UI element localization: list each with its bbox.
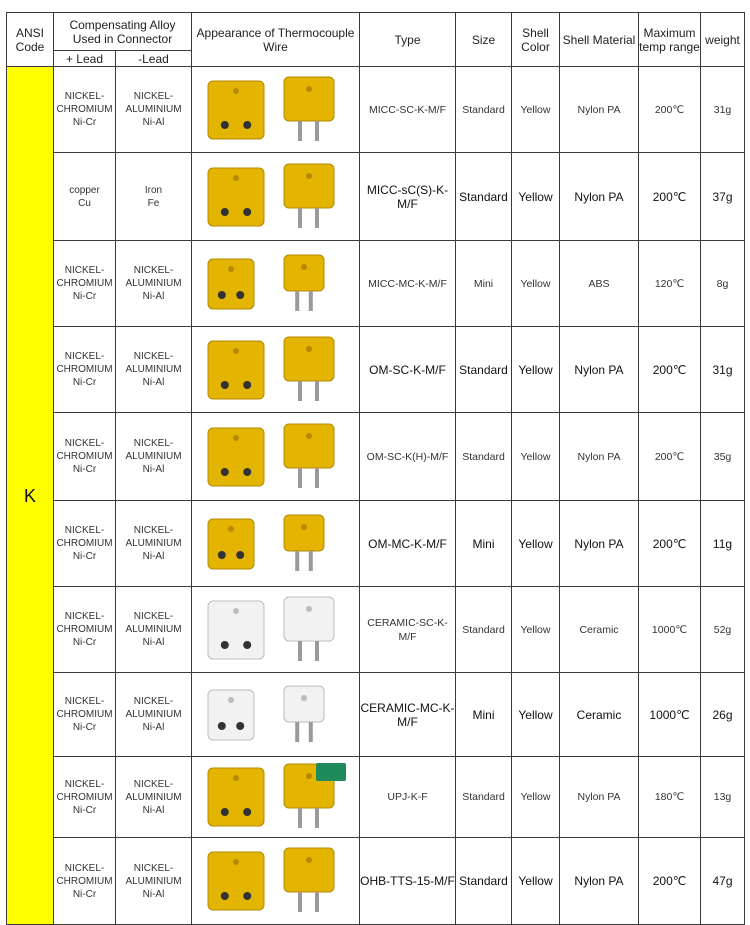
minus-lead-line: Iron [144,184,163,196]
shell-color-cell: Yellow [512,757,560,838]
header-plus-lead: + Lead [54,51,116,67]
size-cell: Standard [456,67,512,153]
minus-lead-line: ALUMINIUM [125,104,182,115]
type-cell: OM-SC-K(H)-M/F [360,413,456,501]
shell-material-cell: Nylon PA [560,67,639,153]
connector-image [192,244,359,324]
plus-lead-line: CHROMIUM [56,104,113,115]
minus-lead-line: ALUMINIUM [125,451,182,462]
connector-image-cell [192,153,360,241]
header-ansi: ANSI Code [7,13,54,67]
max-temp-cell: 200℃ [639,413,701,501]
type-cell: MICC-sC(S)-K-M/F [360,153,456,241]
weight-cell: 8g [701,241,745,327]
minus-lead-line: Ni-Al [142,722,165,733]
plus-lead-line: CHROMIUM [56,709,113,720]
size-cell: Mini [456,501,512,587]
max-temp-cell: 1000℃ [639,587,701,673]
plus-lead-line: CHROMIUM [56,624,113,635]
connector-image [192,70,359,150]
minus-lead-line: NICKEL- [133,351,174,362]
plus-lead-cell [54,67,116,153]
plus-lead-line: NICKEL- [64,438,105,449]
shell-color-cell: Yellow [512,673,560,757]
connector-image [192,504,359,584]
plus-lead-line: NICKEL- [64,862,105,874]
connector-image-cell [192,501,360,587]
plus-lead-line: NICKEL- [64,778,105,790]
plus-lead-cell [54,327,116,413]
minus-lead-cell [116,587,192,673]
minus-lead-cell [116,673,192,757]
minus-lead-line: Ni-Al [142,291,165,302]
weight-cell: 47g [701,838,745,925]
minus-lead-line: ALUMINIUM [125,538,182,549]
table-row [7,501,745,587]
header-shell-color: Shell Color [512,13,560,67]
minus-lead-line: NICKEL- [133,91,174,102]
connector-image-cell [192,757,360,838]
plus-lead-line: Ni-Cr [72,637,97,648]
minus-lead-cell [116,67,192,153]
minus-lead-cell [116,501,192,587]
minus-lead-line: Ni-Al [142,804,165,816]
minus-lead-line: Ni-Al [142,637,165,648]
shell-color-cell: Yellow [512,327,560,413]
header-weight: weight [701,13,745,67]
minus-lead-line: Ni-Al [142,888,165,900]
minus-lead-cell [116,327,192,413]
table-row [7,413,745,501]
plus-lead-line: Ni-Cr [72,888,97,900]
minus-lead-line: NICKEL- [133,862,174,874]
size-cell: Standard [456,838,512,925]
table-row [7,241,745,327]
weight-cell: 26g [701,673,745,757]
plus-lead-line: Ni-Cr [72,117,97,128]
weight-cell: 52g [701,587,745,673]
weight-cell: 37g [701,153,745,241]
plus-lead-line: NICKEL- [64,91,105,102]
shell-material-cell: Ceramic [560,587,639,673]
header-type: Type [360,13,456,67]
max-temp-cell: 180℃ [639,757,701,838]
connector-image [192,157,359,237]
plus-lead-line: copper [69,184,100,196]
shell-material-cell: Nylon PA [560,838,639,925]
minus-lead-line: NICKEL- [133,696,174,707]
minus-lead-line: Ni-Al [142,117,165,128]
table-row [7,838,745,925]
minus-lead-line: ALUMINIUM [125,709,182,720]
plus-lead-line: Ni-Cr [72,464,97,475]
shell-color-cell: Yellow [512,241,560,327]
type-cell: CERAMIC-SC-K-M/F [360,587,456,673]
weight-cell: 31g [701,67,745,153]
weight-cell: 31g [701,327,745,413]
connector-image [192,675,359,755]
minus-lead-cell [116,153,192,241]
minus-lead-line: NICKEL- [133,438,174,449]
connector-image-cell [192,413,360,501]
plus-lead-line: NICKEL- [64,351,105,362]
shell-material-cell: Nylon PA [560,413,639,501]
plus-lead-line: Ni-Cr [72,722,97,733]
plus-lead-line: Ni-Cr [72,804,97,816]
shell-color-cell: Yellow [512,587,560,673]
shell-material-cell: Nylon PA [560,757,639,838]
max-temp-cell: 1000℃ [639,673,701,757]
plus-lead-cell [54,673,116,757]
connector-image-cell [192,838,360,925]
shell-color-cell: Yellow [512,67,560,153]
minus-lead-line: Ni-Al [142,551,165,562]
shell-material-cell: Nylon PA [560,501,639,587]
max-temp-cell: 200℃ [639,67,701,153]
plus-lead-line: CHROMIUM [56,278,113,289]
plus-lead-cell [54,587,116,673]
minus-lead-cell [116,241,192,327]
size-cell: Standard [456,413,512,501]
table-row [7,757,745,838]
plus-lead-cell [54,241,116,327]
minus-lead-line: ALUMINIUM [125,278,182,289]
header-alloy: Compensating Alloy Used in Connector [54,13,192,51]
connector-image [192,330,359,410]
weight-cell: 35g [701,413,745,501]
connector-image [192,417,359,497]
plus-lead-line: Ni-Cr [72,551,97,562]
plus-lead-line: NICKEL- [64,611,105,622]
plus-lead-cell [54,757,116,838]
size-cell: Standard [456,757,512,838]
connector-image-cell [192,241,360,327]
plus-lead-line: Cu [78,197,91,209]
minus-lead-line: ALUMINIUM [125,875,182,887]
shell-color-cell: Yellow [512,153,560,241]
connector-image-cell [192,673,360,757]
plus-lead-cell [54,153,116,241]
size-cell: Mini [456,241,512,327]
type-cell: CERAMIC-MC-K-M/F [360,673,456,757]
connector-image-cell [192,327,360,413]
minus-lead-line: ALUMINIUM [125,624,182,635]
plus-lead-cell [54,413,116,501]
plus-lead-line: NICKEL- [64,265,105,276]
size-cell: Standard [456,153,512,241]
table-row [7,67,745,153]
header-shell-material: Shell Material [560,13,639,67]
connector-image [192,757,359,837]
minus-lead-line: Ni-Al [142,464,165,475]
plus-lead-line: Ni-Cr [72,377,97,388]
plus-lead-line: CHROMIUM [56,791,113,803]
type-cell: OM-MC-K-M/F [360,501,456,587]
shell-material-cell: Nylon PA [560,327,639,413]
minus-lead-line: NICKEL- [133,525,174,536]
minus-lead-cell [116,413,192,501]
minus-lead-line: ALUMINIUM [125,364,182,375]
minus-lead-line: NICKEL- [133,611,174,622]
plus-lead-line: Ni-Cr [72,291,97,302]
header-minus-lead: -Lead [116,51,192,67]
header-size: Size [456,13,512,67]
max-temp-cell: 200℃ [639,153,701,241]
max-temp-cell: 200℃ [639,501,701,587]
size-cell: Standard [456,327,512,413]
shell-color-cell: Yellow [512,838,560,925]
max-temp-cell: 120℃ [639,241,701,327]
connector-image [192,590,359,670]
plus-lead-line: CHROMIUM [56,451,113,462]
max-temp-cell: 200℃ [639,838,701,925]
plus-lead-line: CHROMIUM [56,538,113,549]
max-temp-cell: 200℃ [639,327,701,413]
header-appearance: Appearance of Thermocouple Wire [192,13,360,67]
ansi-code-cell: K [7,67,54,925]
connector-image-cell [192,587,360,673]
shell-color-cell: Yellow [512,413,560,501]
spec-table [6,12,745,925]
type-cell: MICC-SC-K-M/F [360,67,456,153]
plus-lead-cell [54,838,116,925]
minus-lead-cell [116,757,192,838]
size-cell: Standard [456,587,512,673]
weight-cell: 13g [701,757,745,838]
type-cell: MICC-MC-K-M/F [360,241,456,327]
size-cell: Mini [456,673,512,757]
table-row [7,673,745,757]
table-row [7,587,745,673]
minus-lead-line: NICKEL- [133,265,174,276]
header-max-temp: Maximum temp range [639,13,701,67]
table-row [7,153,745,241]
minus-lead-cell [116,838,192,925]
shell-material-cell: ABS [560,241,639,327]
type-cell: OM-SC-K-M/F [360,327,456,413]
shell-material-cell: Nylon PA [560,153,639,241]
plus-lead-line: CHROMIUM [56,875,113,887]
connector-image [192,841,359,921]
shell-material-cell: Ceramic [560,673,639,757]
minus-lead-line: Fe [147,197,160,209]
plus-lead-line: CHROMIUM [56,364,113,375]
minus-lead-line: Ni-Al [142,377,165,388]
plus-lead-line: NICKEL- [64,696,105,707]
plus-lead-line: NICKEL- [64,525,105,536]
weight-cell: 11g [701,501,745,587]
minus-lead-line: NICKEL- [133,778,174,790]
table-row [7,327,745,413]
connector-image-cell [192,67,360,153]
type-cell: UPJ-K-F [360,757,456,838]
type-cell: OHB-TTS-15-M/F [360,838,456,925]
minus-lead-line: ALUMINIUM [125,791,182,803]
plus-lead-cell [54,501,116,587]
shell-color-cell: Yellow [512,501,560,587]
